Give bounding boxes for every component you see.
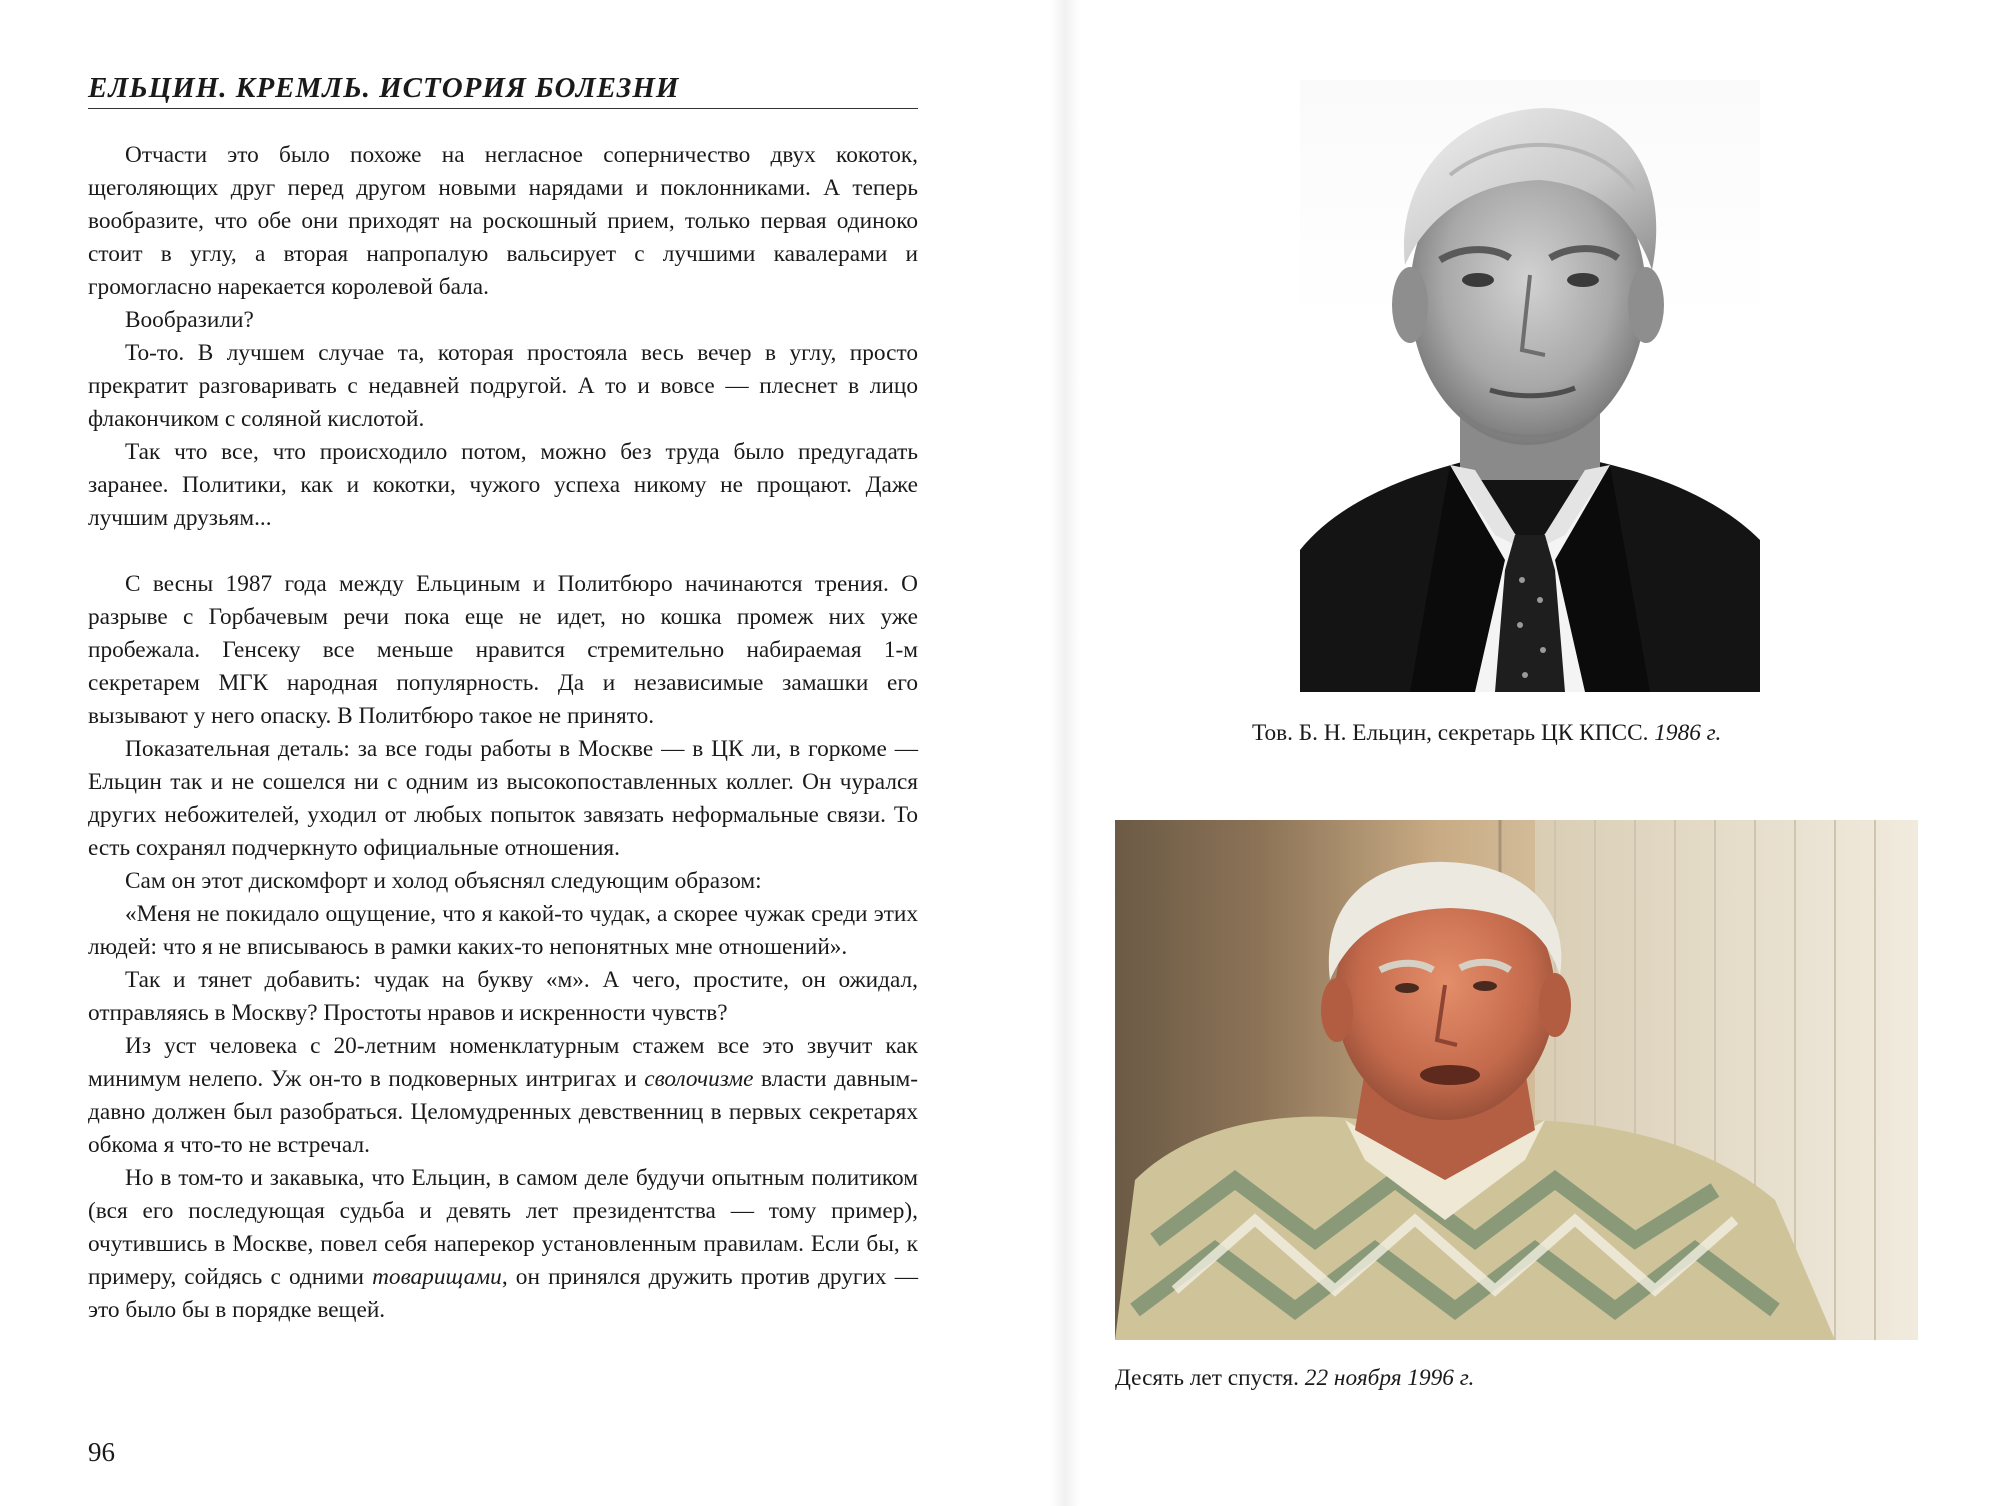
body-text — [88, 139, 918, 1327]
caption-date: 1986 г. — [1654, 720, 1722, 746]
paragraph — [88, 1030, 918, 1162]
photo-caption-1996 — [1115, 1365, 1474, 1392]
paragraph: Показательная деталь: за все годы работы в Москве — в ЦК ли, в горкоме — Ельцин так и не сошелся ни с одним из высокопоставленных коллег. Он чурался других небожителей, уходил от любых попыток завязать неформальные связи. То есть сохранял подчеркнуто официальные отношения. — [88, 736, 918, 861]
italic-word: сволочизме — [644, 1066, 754, 1092]
book-gutter — [1050, 0, 1080, 1506]
page-number: 96 — [88, 1437, 115, 1467]
portrait-illustration — [1300, 80, 1760, 692]
color-photo-illustration — [1115, 820, 1918, 1340]
paragraph: Сам он этот дискомфорт и холод объяснял следующим образом: — [125, 868, 762, 894]
paragraph: Так что все, что происходило потом, можно без труда было предугадать заранее. Политики, как и кокотки, чужого успеха никому не прощают. Даже лучшим друзьям... — [88, 439, 918, 531]
quote-paragraph: «Меня не покидало ощущение, что я какой-то чудак, а скорее чужак среди этих людей: что я не вписываюсь в рамки каких-то непонятных мне отношений». — [88, 901, 918, 960]
paragraph: Отчасти это было похоже на негласное соперничество двух кокоток, щеголяющих друг перед другом новыми нарядами и поклонниками. А теперь вообразите, что обе они приходят на роскошный прием, только первая одиноко стоит в углу, а вторая напропалую вальсирует с лучшими кавалерами и громогласно нарекается королевой бала. — [88, 142, 918, 300]
caption-text: Тов. Б. Н. Ельцин, секретарь ЦК КПСС. — [1252, 720, 1649, 746]
paragraph — [88, 1162, 918, 1327]
paragraph: То-то. В лучшем случае та, которая простояла весь вечер в углу, просто прекратит разговаривать с недавней подругой. А то и вовсе — плеснет в лицо флакончиком с соляной кислотой. — [88, 340, 918, 432]
italic-word: товарищами — [372, 1264, 502, 1290]
color-photo-1996 — [1115, 820, 1918, 1340]
paragraph: Так и тянет добавить: чудак на букву «м». А чего, простите, он ожидал, отправляясь в Москву? Простоты нравов и искренности чувств? — [88, 967, 918, 1026]
paragraph: С весны 1987 года между Ельциным и Политбюро начинаются трения. О разрыве с Горбачевым речи пока еще не идет, но кошка промеж них уже пробежала. Генсеку все меньше нравится стремительно набираемая 1-м секретарем МГК народная популярность. Да и независимые замашки его вызывают у него опаску. В Политбюро такое не принято. — [88, 571, 918, 729]
text-run: , он принялся дружить против других — это было бы в порядке вещей. — [88, 1264, 918, 1323]
paragraph: Вообразили? — [125, 307, 254, 333]
portrait-photo-1986 — [1300, 80, 1760, 692]
text-run: Из уст человека с 20-летним номенклатурным стажем все это звучит как минимум нелепо. Уж он-то в подковерных интригах и — [88, 1033, 918, 1092]
left-page — [88, 72, 918, 1327]
running-head: ЕЛЬЦИН. КРЕМЛЬ. ИСТОРИЯ БОЛЕЗНИ — [88, 72, 918, 109]
text-run: власти давным-давно должен был разобраться. Целомудренных девственниц в первых секретарях обкома я что-то не встречал. — [88, 1066, 918, 1158]
photo-caption-1986 — [1252, 720, 1721, 747]
caption-text: Десять лет спустя. — [1115, 1365, 1299, 1391]
text-run: Но в том-то и закавыка, что Ельцин, в самом деле будучи опытным политиком (вся его последующая судьба и девять лет президентства — тому пример), очутившись в Москве, повел себя наперекор установленным правилам. Если бы, к примеру, сойдясь с одними — [88, 1165, 918, 1290]
caption-date: 22 ноября 1996 г. — [1304, 1365, 1475, 1391]
